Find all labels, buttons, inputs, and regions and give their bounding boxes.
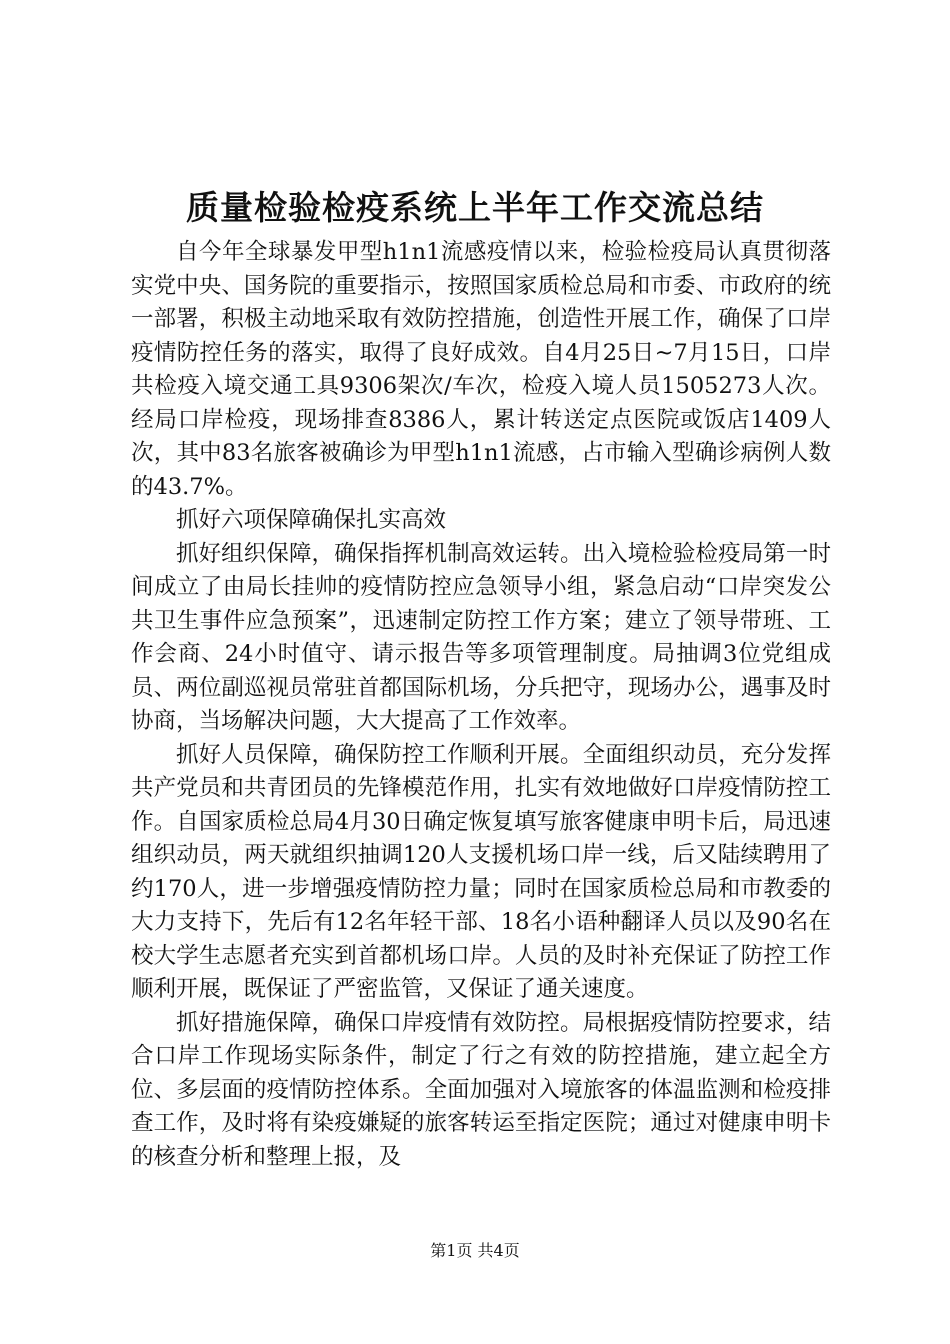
document-title: 质量检验检疫系统上半年工作交流总结	[186, 188, 764, 227]
paragraph-intro: 自今年全球暴发甲型h1n1流感疫情以来，检验检疫局认真贯彻落实党中央、国务院的重要指示，按照国家质检总局和市委、市政府的统一部署，积极主动地采取有效防控措施，创造性开展工作，确保了口岸疫情防控任务的落实，取得了良好成效。自4月25日~7月15日，口岸共检疫入境交通工具9306架次/车次，检疫入境人员1505273人次。经局口岸检疫，现场排查8386人，累计转送定点医院或饭店1409人次，其中83名旅客被确诊为甲型h1n1流感，占市输入型确诊病例人数的43.7%。	[131, 239, 831, 500]
document-body	[131, 236, 831, 1174]
paragraph-personnel: 抓好人员保障，确保防控工作顺利开展。全面组织动员，充分发挥共产党员和共青团员的先锋模范作用，扎实有效地做好口岸疫情防控工作。自国家质检总局4月30日确定恢复填写旅客健康申明卡后，局迅速组织动员，两天就组织抽调120人支援机场口岸一线，后又陆续聘用了约170人，进一步增强疫情防控力量；同时在国家质检总局和市教委的大力支持下，先后有12名年轻干部、18名小语种翻译人员以及90名在校大学生志愿者充实到首都机场口岸。人员的及时补充保证了防控工作顺利开展，既保证了严密监管，又保证了通关速度。	[131, 741, 831, 1002]
paragraph-organization: 抓好组织保障，确保指挥机制高效运转。出入境检验检疫局第一时间成立了由局长挂帅的疫情防控应急领导小组，紧急启动“口岸突发公共卫生事件应急预案”，迅速制定防控工作方案；建立了领导带班、工作会商、24小时值守、请示报告等多项管理制度。局抽调3位党组成员、两位副巡视员常驻首都国际机场，分兵把守，现场办公，遇事及时协商，当场解决问题，大大提高了工作效率。	[131, 540, 831, 734]
paragraph-measures: 抓好措施保障，确保口岸疫情有效防控。局根据疫情防控要求，结合口岸工作现场实际条件，制定了行之有效的防控措施，建立起全方位、多层面的疫情防控体系。全面加强对入境旅客的体温监测和检疫排查工作，及时将有染疫嫌疑的旅客转运至指定医院；通过对健康申明卡的核查分析和整理上报，及	[131, 1009, 831, 1170]
page-footer: 第1页 共4页	[430, 1241, 520, 1260]
section-heading: 抓好六项保障确保扎实高效	[176, 507, 447, 533]
